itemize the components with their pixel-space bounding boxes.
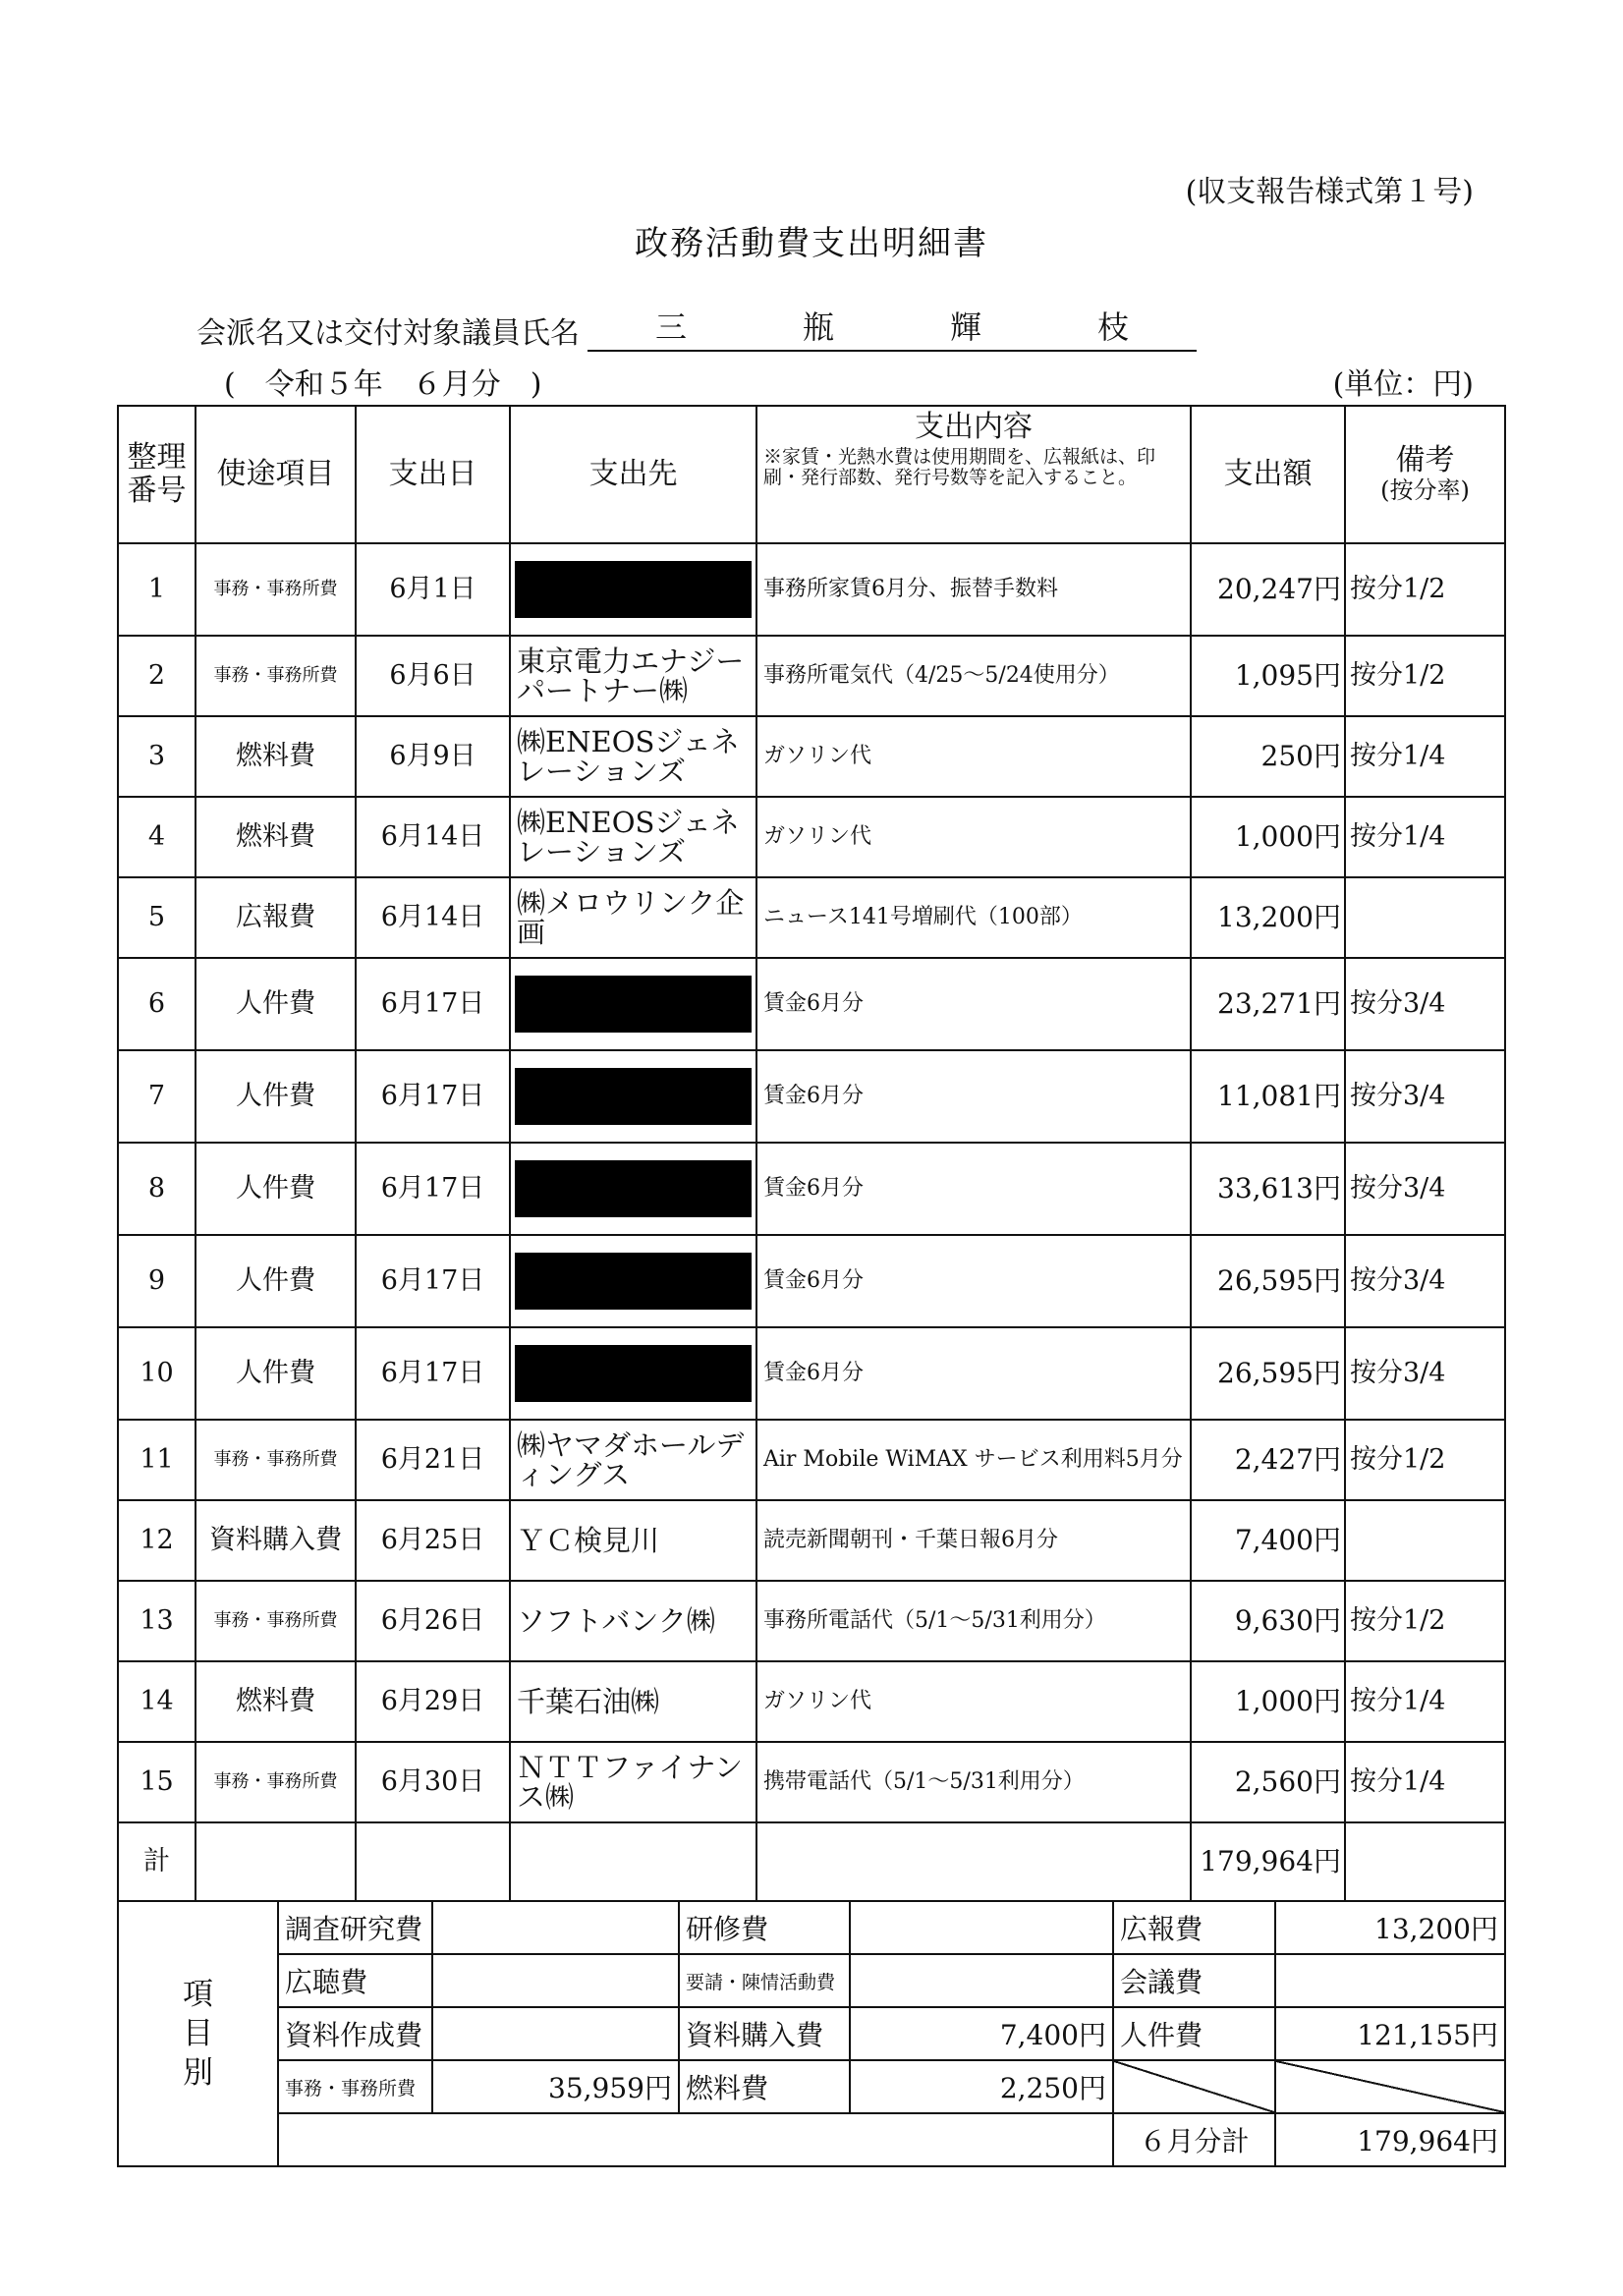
value-pr: 13,200円 [1275, 1901, 1505, 1954]
summary-row [118, 1954, 1505, 2007]
row-number: 4 [118, 797, 196, 877]
row-content: Air Mobile WiMAX サービス利用料5月分 [756, 1420, 1191, 1500]
row-remark: 按分3/4 [1345, 1235, 1505, 1327]
label-month-total: ６月分計 [1113, 2113, 1275, 2166]
row-remark: 按分3/4 [1345, 1327, 1505, 1420]
header-no: 整理番号 [118, 406, 196, 543]
row-date: 6月17日 [356, 1235, 510, 1327]
header-remark-sub: (按分率) [1380, 476, 1470, 505]
row-amount: 9,630円 [1191, 1581, 1345, 1661]
row-content: ガソリン代 [756, 716, 1191, 797]
summary-row [118, 2060, 1505, 2113]
label-pr: 広報費 [1113, 1901, 1275, 1954]
row-number: 12 [118, 1500, 196, 1581]
row-amount: 1,000円 [1191, 797, 1345, 877]
row-category: 人件費 [196, 1235, 356, 1327]
row-amount: 20,247円 [1191, 543, 1345, 636]
row-number: 10 [118, 1327, 196, 1420]
row-number: 15 [118, 1742, 196, 1822]
row-category: 事務・事務所費 [196, 636, 356, 716]
header-date: 支出日 [356, 406, 510, 543]
row-content: 事務所家賃6月分、振替手数料 [756, 543, 1191, 636]
table-row [118, 1050, 1505, 1143]
header-remark-title: 備考 [1395, 442, 1455, 477]
row-number: 13 [118, 1581, 196, 1661]
row-remark: 按分1/4 [1345, 797, 1505, 877]
category-summary-table [117, 1900, 1506, 2167]
document-title: 政務活動費支出明細書 [635, 224, 988, 263]
row-amount: 250円 [1191, 716, 1345, 797]
row-amount: 1,000円 [1191, 1661, 1345, 1742]
row-remark: 按分3/4 [1345, 1050, 1505, 1143]
label-materials-creation: 資料作成費 [278, 2007, 432, 2060]
row-category: 燃料費 [196, 716, 356, 797]
table-row [118, 1742, 1505, 1822]
redaction-block [515, 1160, 752, 1217]
row-content: 賃金6月分 [756, 958, 1191, 1050]
row-date: 6月6日 [356, 636, 510, 716]
row-content: 読売新聞朝刊・千葉日報6月分 [756, 1500, 1191, 1581]
member-name-char: 枝 [1096, 308, 1129, 346]
row-content: ニュース141号増刷代（100部） [756, 877, 1191, 958]
table-row [118, 716, 1505, 797]
value-materials-creation [432, 2007, 679, 2060]
empty-cell [356, 1822, 510, 1901]
empty-cell [1345, 1822, 1505, 1901]
label-research: 調査研究費 [278, 1901, 432, 1954]
table-row [118, 1143, 1505, 1235]
row-date: 6月9日 [356, 716, 510, 797]
row-payee-redacted [510, 1143, 756, 1235]
row-date: 6月17日 [356, 1327, 510, 1420]
table-row [118, 797, 1505, 877]
row-date: 6月17日 [356, 958, 510, 1050]
row-payee-redacted [510, 1235, 756, 1327]
header-amount: 支出額 [1191, 406, 1345, 543]
empty-cell [196, 1822, 356, 1901]
row-category: 資料購入費 [196, 1500, 356, 1581]
slash-cell [1275, 2060, 1505, 2113]
row-payee-redacted [510, 958, 756, 1050]
label-materials-purchase: 資料購入費 [679, 2007, 850, 2060]
redaction-block [515, 561, 752, 618]
row-payee: ㈱ヤマダホールディングス [510, 1420, 756, 1500]
empty-cell [756, 1822, 1191, 1901]
row-number: 8 [118, 1143, 196, 1235]
redaction-block [515, 1253, 752, 1310]
row-category: 事務・事務所費 [196, 1420, 356, 1500]
row-amount: 2,427円 [1191, 1420, 1345, 1500]
row-payee-redacted [510, 1327, 756, 1420]
form-number: (収支報告様式第１号) [1185, 175, 1474, 209]
slash-cell [1113, 2060, 1275, 2113]
summary-row [118, 2007, 1505, 2060]
label-personnel: 人件費 [1113, 2007, 1275, 2060]
row-category: 人件費 [196, 958, 356, 1050]
label-office: 事務・事務所費 [278, 2060, 432, 2113]
faction-row [196, 303, 1197, 352]
table-row [118, 1661, 1505, 1742]
unit-label: (単位：円) [1332, 367, 1474, 402]
row-content: 賃金6月分 [756, 1327, 1191, 1420]
row-category: 事務・事務所費 [196, 543, 356, 636]
row-amount: 2,560円 [1191, 1742, 1345, 1822]
row-remark: 按分1/4 [1345, 716, 1505, 797]
row-content: 事務所電話代（5/1～5/31利用分） [756, 1581, 1191, 1661]
row-content: 賃金6月分 [756, 1235, 1191, 1327]
row-number: 7 [118, 1050, 196, 1143]
row-category: 広報費 [196, 877, 356, 958]
row-payee-redacted [510, 543, 756, 636]
row-number: 3 [118, 716, 196, 797]
row-number: 2 [118, 636, 196, 716]
member-name [588, 303, 1197, 352]
member-name-char: 瓶 [802, 308, 834, 346]
row-payee: ソフトバンク㈱ [510, 1581, 756, 1661]
redaction-block [515, 976, 752, 1033]
table-header-row [118, 406, 1505, 543]
row-payee: ㈱メロウリンク企画 [510, 877, 756, 958]
value-training [850, 1901, 1113, 1954]
label-training: 研修費 [679, 1901, 850, 1954]
value-hearing [432, 1954, 679, 2007]
row-remark: 按分1/4 [1345, 1661, 1505, 1742]
row-remark [1345, 877, 1505, 958]
row-amount: 11,081円 [1191, 1050, 1345, 1143]
table-row [118, 543, 1505, 636]
row-remark: 按分3/4 [1345, 1143, 1505, 1235]
row-date: 6月30日 [356, 1742, 510, 1822]
row-content: 賃金6月分 [756, 1050, 1191, 1143]
table-row [118, 1235, 1505, 1327]
row-remark: 按分1/2 [1345, 543, 1505, 636]
value-personnel: 121,155円 [1275, 2007, 1505, 2060]
row-payee: ㈱ENEOSジェネレーションズ [510, 797, 756, 877]
value-materials-purchase: 7,400円 [850, 2007, 1113, 2060]
empty-cell [278, 2113, 1113, 2166]
table-row [118, 1500, 1505, 1581]
header-payee: 支出先 [510, 406, 756, 543]
row-amount: 1,095円 [1191, 636, 1345, 716]
row-remark: 按分1/2 [1345, 1581, 1505, 1661]
row-amount: 13,200円 [1191, 877, 1345, 958]
row-content: 事務所電気代（4/25～5/24使用分） [756, 636, 1191, 716]
header-content-title: 支出内容 [915, 410, 1033, 444]
total-row [118, 1822, 1505, 1901]
table-row [118, 877, 1505, 958]
label-fuel: 燃料費 [679, 2060, 850, 2113]
row-amount: 7,400円 [1191, 1500, 1345, 1581]
row-date: 6月21日 [356, 1420, 510, 1500]
row-amount: 26,595円 [1191, 1235, 1345, 1327]
row-amount: 33,613円 [1191, 1143, 1345, 1235]
row-date: 6月17日 [356, 1050, 510, 1143]
label-petition: 要請・陳情活動費 [679, 1954, 850, 2007]
row-content: 携帯電話代（5/1～5/31利用分） [756, 1742, 1191, 1822]
summary-row [118, 2113, 1505, 2166]
row-number: 14 [118, 1661, 196, 1742]
row-date: 6月14日 [356, 877, 510, 958]
expense-detail-table [117, 405, 1506, 1902]
summary-side-label: 項 目 別 [118, 1901, 278, 2166]
row-category: 人件費 [196, 1327, 356, 1420]
row-category: 事務・事務所費 [196, 1581, 356, 1661]
row-content: 賃金6月分 [756, 1143, 1191, 1235]
row-date: 6月1日 [356, 543, 510, 636]
row-number: 11 [118, 1420, 196, 1500]
empty-cell [510, 1822, 756, 1901]
total-amount: 179,964円 [1191, 1822, 1345, 1901]
redaction-block [515, 1068, 752, 1125]
value-fuel: 2,250円 [850, 2060, 1113, 2113]
table-row [118, 636, 1505, 716]
row-category: 人件費 [196, 1143, 356, 1235]
row-date: 6月17日 [356, 1143, 510, 1235]
value-research [432, 1901, 679, 1954]
row-payee: ㈱ENEOSジェネレーションズ [510, 716, 756, 797]
row-amount: 23,271円 [1191, 958, 1345, 1050]
table-row [118, 958, 1505, 1050]
total-label: 計 [118, 1822, 196, 1901]
value-office: 35,959円 [432, 2060, 679, 2113]
label-meeting: 会議費 [1113, 1954, 1275, 2007]
row-payee: 東京電力エナジーパートナー㈱ [510, 636, 756, 716]
redaction-block [515, 1345, 752, 1402]
row-remark: 按分1/2 [1345, 1420, 1505, 1500]
row-payee: ＮＴＴファイナンス㈱ [510, 1742, 756, 1822]
row-payee-redacted [510, 1050, 756, 1143]
row-category: 燃料費 [196, 1661, 356, 1742]
member-name-char: 輝 [949, 308, 981, 346]
row-remark: 按分1/4 [1345, 1742, 1505, 1822]
row-amount: 26,595円 [1191, 1327, 1345, 1420]
table-row [118, 1420, 1505, 1500]
row-remark: 按分3/4 [1345, 958, 1505, 1050]
table-row [118, 1581, 1505, 1661]
row-remark: 按分1/2 [1345, 636, 1505, 716]
row-date: 6月25日 [356, 1500, 510, 1581]
row-content: ガソリン代 [756, 1661, 1191, 1742]
row-category: 燃料費 [196, 797, 356, 877]
row-date: 6月29日 [356, 1661, 510, 1742]
header-remark [1345, 406, 1505, 543]
row-number: 1 [118, 543, 196, 636]
row-content: ガソリン代 [756, 797, 1191, 877]
value-meeting [1275, 1954, 1505, 2007]
row-date: 6月26日 [356, 1581, 510, 1661]
row-remark [1345, 1500, 1505, 1581]
row-number: 5 [118, 877, 196, 958]
value-petition [850, 1954, 1113, 2007]
label-hearing: 広聴費 [278, 1954, 432, 2007]
faction-label: 会派名又は交付対象議員氏名 [196, 316, 580, 351]
row-date: 6月14日 [356, 797, 510, 877]
value-month-total: 179,964円 [1275, 2113, 1505, 2166]
table-row [118, 1327, 1505, 1420]
row-category: 人件費 [196, 1050, 356, 1143]
header-category: 使途項目 [196, 406, 356, 543]
row-number: 6 [118, 958, 196, 1050]
row-number: 9 [118, 1235, 196, 1327]
row-category: 事務・事務所費 [196, 1742, 356, 1822]
summary-row [118, 1901, 1505, 1954]
row-payee: ＹＣ検見川 [510, 1500, 756, 1581]
member-name-char: 三 [654, 308, 687, 346]
period: ( 令和５年 ６月分 ) [224, 367, 542, 402]
header-content-note: ※家賃・光熱水費は使用期間を、広報紙は、印刷・発行部数、発行号数等を記入すること。 [763, 445, 1156, 489]
row-payee: 千葉石油㈱ [510, 1661, 756, 1742]
header-content [756, 406, 1191, 543]
